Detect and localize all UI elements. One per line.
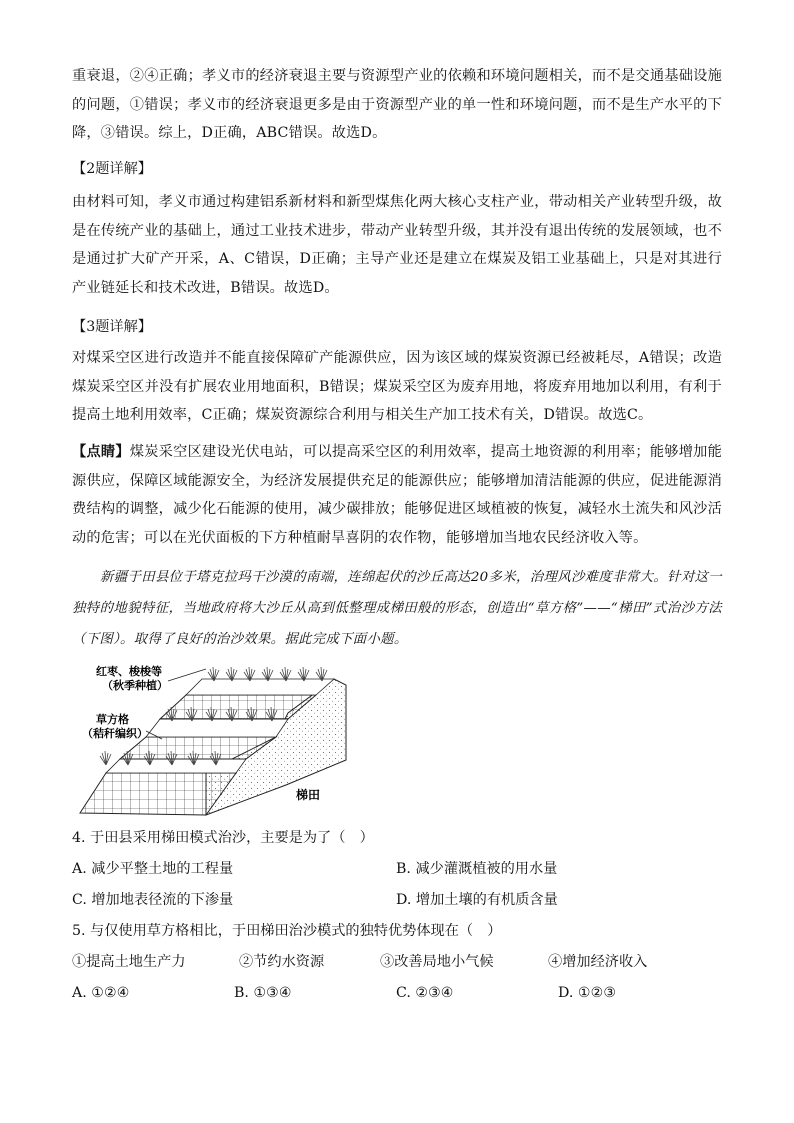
question4-option-b: B. 减少灌溉植被的用水量: [396, 861, 558, 877]
question5-item-2: ②节约水资源: [239, 954, 325, 970]
label-plants-line1: 红枣、梭梭等: [96, 665, 162, 678]
label-terrace: 梯田: [296, 788, 321, 802]
q2-explanation: 由材料可知，孝义市通过构建铝系新材料和新型煤焦化两大核心支柱产业，带动相关产业转型升级，故是在传统产业的基础上，通过工业技术进步，带动产业转型升级，其并没有退出传统的发展领域，也不是通过扩大矿产开采，A、C错误，D正确；主导产业还是建立在煤炭及铝工业基础上，只是对其进行产业链延长和技术改进，B错误。故选D。: [72, 194, 722, 296]
label-grid-line1: 草方格: [96, 713, 129, 726]
question4-stem: 4. 于田县采用梯田模式治沙，主要是为了（ ）: [72, 830, 374, 846]
dianjing-paragraph: [72, 438, 722, 552]
question5-option-a: A. ①②④: [72, 985, 130, 1001]
terrace-sand-control-figure: [76, 655, 352, 817]
dianjing-text: 煤炭采空区建设光伏电站，可以提高采空区的利用效率，提高土地资源的利用率；能够增加能源供应，保障区域能源安全，为经济发展提供充足的能源供应；能够增加清洁能源的供应，促进能源消费结构的调整，减少化石能源的使用，减少碳排放；能够促进区域植被的恢复，减轻水土流失和风沙活动的危害；可以在光伏面板的下方种植耐旱喜阴的农作物，能够增加当地农民经济收入等。: [72, 444, 723, 546]
question4-option-c: C. 增加地表径流的下渗量: [72, 892, 234, 908]
q2-heading: 【2题详解】: [72, 161, 152, 177]
question5-stem: 5. 与仅使用草方格相比，于田梯田治沙模式的独特优势体现在（ ）: [72, 923, 502, 939]
label-grid-line2: （秸秆编织）: [82, 727, 148, 740]
question4-option-a: A. 减少平整土地的工程量: [72, 861, 234, 877]
question5-item-1: ①提高土地生产力: [72, 954, 186, 970]
label-plants-line2: （秋季种植）: [102, 679, 168, 692]
question5-item-3: ③改善局地小气候: [380, 954, 494, 970]
question5-option-c: C. ②③④: [396, 985, 454, 1001]
q3-heading: 【3题详解】: [72, 319, 152, 335]
material-passage: 新疆于田县位于塔克拉玛干沙漠的南端，连绵起伏的沙丘高达20多米，治理风沙难度非常大。针对这一独特的地貌特征，当地政府将大沙丘从高到低整理成梯田般的形态，创造出“草方格”——“梯田”式治沙方法（下图）。取得了良好的治沙效果。据此完成下面小题。: [72, 570, 722, 647]
upper-grass-grid: [160, 695, 316, 719]
dianjing-label: 【点睛】: [72, 444, 130, 460]
question5-item-4: ④增加经济收入: [548, 954, 648, 970]
question5-option-b: B. ①③④: [234, 985, 292, 1001]
q3-explanation: 对煤采空区进行改造并不能直接保障矿产能源供应，因为该区域的煤炭资源已经被耗尽，A错误；改造煤炭采空区并没有扩展农业用地面积，B错误；煤炭采空区为废弃用地，将废弃用地加以利用，有利于提高土地利用效率，C正确；煤炭资源综合利用与相关生产加工技术有关，D错误。故选C。: [72, 350, 722, 423]
question5-option-d: D. ①②③: [558, 985, 617, 1001]
question4-option-d: D. 增加土壤的有机质含量: [396, 892, 558, 908]
previous-answer-text: 重衰退，②④正确；孝义市的经济衰退主要与资源型产业的依赖和环境问题相关，而不是交通基础设施的问题，①错误；孝义市的经济衰退更多是由于资源型产业的单一性和环境问题，而不是生产水平的下降，③错误。综上，D正确，ABC错误。故选D。: [72, 68, 722, 141]
